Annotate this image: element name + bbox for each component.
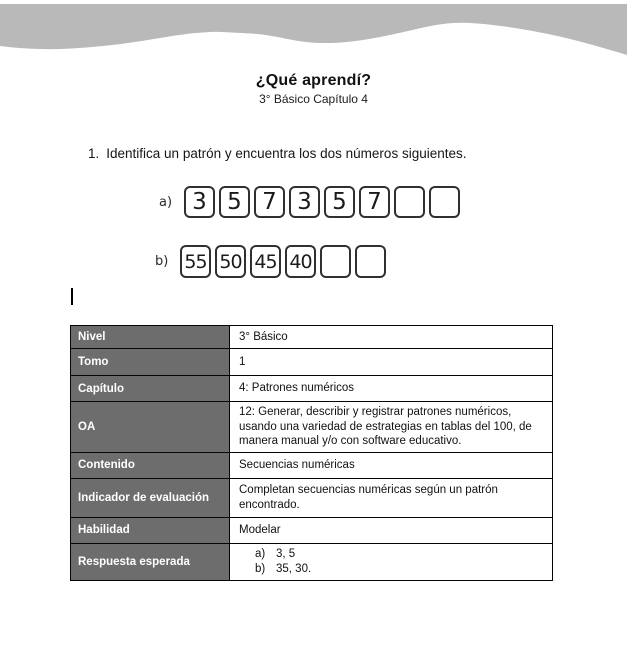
row-value-tomo: 1 — [230, 349, 553, 376]
row-value-respuesta — [230, 543, 553, 580]
row-header-oa: OA — [71, 402, 230, 453]
table-row-contenido — [71, 452, 553, 478]
row-value-capitulo: 4: Patrones numéricos — [230, 376, 553, 402]
sequence-b-box-3: 45 — [250, 245, 281, 278]
table-row-habilidad — [71, 517, 553, 543]
sequence-a-answer-box-1[interactable] — [394, 186, 425, 218]
row-header-indicador: Indicador de evaluación — [71, 478, 230, 517]
row-header-tomo: Tomo — [71, 349, 230, 376]
sequence-a-answer-box-2[interactable] — [429, 186, 460, 218]
question-1 — [88, 146, 466, 161]
row-value-nivel: 3° Básico — [230, 326, 553, 349]
table-row-capitulo — [71, 376, 553, 402]
answer-b-text: 35, 30. — [276, 562, 312, 575]
answer-line-a — [239, 547, 546, 562]
sequence-a-box-2: 5 — [219, 186, 250, 218]
sequence-a-box-5: 5 — [324, 186, 355, 218]
row-header-habilidad: Habilidad — [71, 517, 230, 543]
header-wave-graphic — [0, 0, 627, 70]
text-cursor — [71, 288, 73, 305]
sequence-b-answer-box-1[interactable] — [320, 245, 351, 278]
row-value-contenido: Secuencias numéricas — [230, 452, 553, 478]
sequence-b-label: b) — [155, 254, 169, 269]
row-header-contenido: Contenido — [71, 452, 230, 478]
info-table — [70, 325, 553, 581]
answer-line-b — [239, 562, 546, 577]
answer-a-text: 3, 5 — [276, 548, 296, 560]
answer-a-label: a) — [255, 548, 266, 560]
row-header-nivel: Nivel — [71, 326, 230, 349]
title-block — [0, 72, 627, 106]
sequence-a-box-6: 7 — [359, 186, 390, 218]
row-header-capitulo: Capítulo — [71, 376, 230, 402]
sequence-b-box-4: 40 — [285, 245, 316, 278]
sequence-a-box-4: 3 — [289, 186, 320, 218]
wave-shape — [0, 4, 627, 55]
table-row-respuesta — [71, 543, 553, 580]
sequence-b-answer-box-2[interactable] — [355, 245, 386, 278]
question-number: 1. — [88, 146, 100, 161]
answer-b-label: b) — [255, 562, 266, 575]
question-text: Identifica un patrón y encuentra los dos números siguientes. — [106, 146, 467, 161]
sequence-a-box-3: 7 — [254, 186, 285, 218]
sequence-row-a — [159, 186, 460, 218]
row-header-respuesta: Respuesta esperada — [71, 543, 230, 580]
sequence-b-box-2: 50 — [215, 245, 246, 278]
page-title: ¿Qué aprendí? — [255, 72, 372, 89]
table-row-tomo — [71, 349, 553, 376]
sequence-a-box-1: 3 — [184, 186, 215, 218]
table-row-oa — [71, 402, 553, 453]
row-value-oa: 12: Generar, describir y registrar patrones numéricos, usando una variedad de estrategias en tablas del 100, de manera manual y/o con software educativo. — [230, 402, 553, 453]
sequence-b-box-1: 55 — [180, 245, 211, 278]
table-row-indicador — [71, 478, 553, 517]
sequence-a-label: a) — [159, 194, 173, 210]
row-value-indicador: Completan secuencias numéricas según un patrón encontrado. — [230, 478, 553, 517]
sequence-row-b — [155, 245, 386, 278]
page-subtitle: 3° Básico Capítulo 4 — [259, 92, 368, 106]
table-row-nivel — [71, 326, 553, 349]
row-value-habilidad: Modelar — [230, 517, 553, 543]
